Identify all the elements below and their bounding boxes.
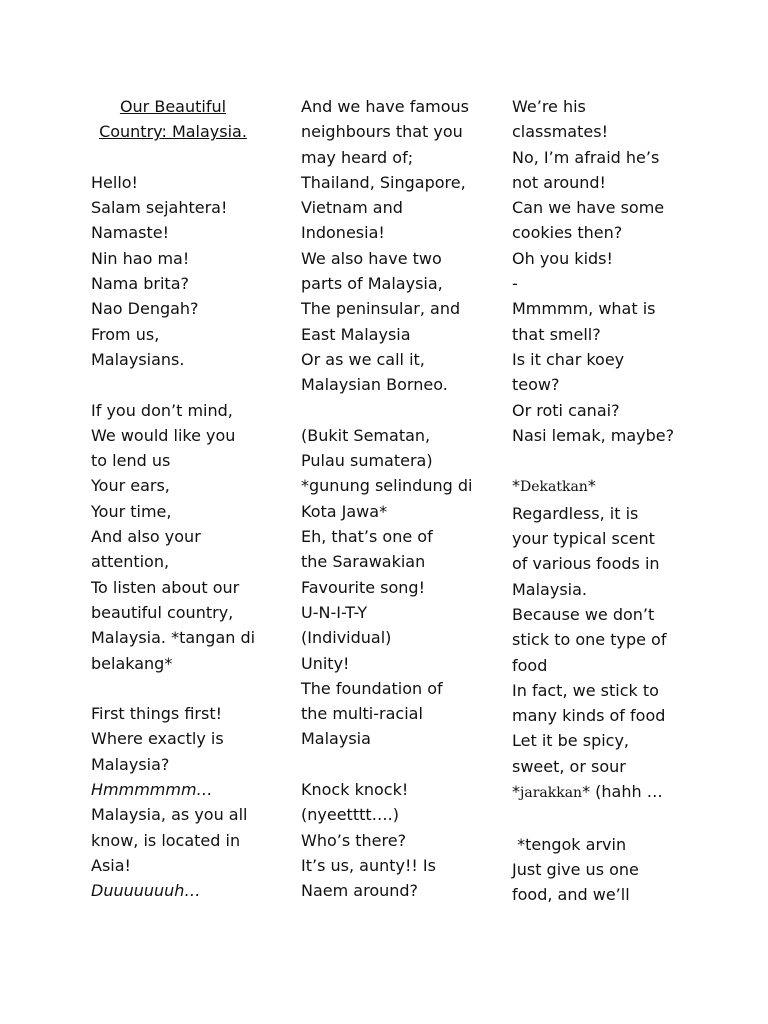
text-line: many kinds of food: [512, 706, 666, 726]
text-line: cookies then?: [512, 223, 623, 243]
text-line: Favourite song!: [301, 577, 425, 597]
text-line: *tengok arvin: [512, 834, 627, 854]
text-line: teow?: [512, 375, 560, 395]
text-line: Your ears,: [91, 476, 170, 496]
text-line: Malaysia: [301, 729, 371, 749]
text-line: Can we have some: [512, 198, 665, 218]
title-line-1: Our Beautiful: [119, 97, 227, 116]
text-line: Nama brita?: [91, 274, 189, 294]
text-line: Indonesia!: [301, 223, 385, 243]
stage-direction-word: jarakkan: [520, 785, 583, 802]
column-1: [91, 94, 271, 904]
text-line: In fact, we stick to: [512, 680, 659, 700]
text-line: (Bukit Sematan,: [301, 425, 431, 445]
text-line: Malaysia?: [91, 754, 170, 774]
text-line: U-N-I-T-Y: [301, 602, 368, 622]
text-line: Salam sejahtera!: [91, 198, 228, 218]
text-line: beautiful country,: [91, 602, 234, 622]
text-line: Malaysia, as you all: [91, 805, 248, 825]
text-line: First things first!: [91, 704, 223, 724]
text-line: Malaysia.: [512, 579, 587, 599]
blank-line: [301, 398, 481, 423]
text-line: Vietnam and: [301, 198, 403, 218]
text-line: Mmmmm, what is: [512, 299, 656, 319]
text-line: may heard of;: [301, 147, 414, 167]
text-line: Knock knock!: [301, 780, 409, 800]
text-line: Oh you kids!: [512, 248, 613, 268]
blank-line: [301, 752, 481, 777]
text-line: Malaysians.: [91, 349, 185, 369]
asterisk: *: [512, 476, 520, 496]
text-line: And we have famous: [301, 97, 469, 116]
text-line: Thailand, Singapore,: [301, 172, 466, 192]
text-line: know, is located in: [91, 830, 241, 850]
text-line: food: [512, 655, 548, 675]
text-line: Because we don’t: [512, 604, 655, 624]
text-line: Your time,: [91, 501, 172, 521]
text-line: the Sarawakian: [301, 552, 426, 572]
text-line: that smell?: [512, 324, 601, 344]
text-line: (Individual): [301, 628, 392, 648]
text-line: Or as we call it,: [301, 349, 425, 369]
column-2: [301, 94, 481, 904]
text-line: food, and we’ll: [512, 885, 630, 905]
blank-line: [91, 676, 271, 701]
text-line: Hello!: [91, 172, 138, 192]
blank-line: [512, 448, 692, 473]
text-line: Nasi lemak, maybe?: [512, 425, 675, 445]
text-line: Kota Jawa*: [301, 501, 388, 521]
text-line: We would like you: [91, 425, 236, 445]
column-3: [512, 94, 692, 908]
italic-line: Hmmmmmm…: [91, 780, 213, 800]
text-line: Malaysian Borneo.: [301, 375, 448, 395]
text-line: Unity!: [301, 653, 350, 673]
text-line: Who’s there?: [301, 830, 407, 850]
text-line: Nao Dengah?: [91, 299, 199, 319]
text-line: Is it char koey: [512, 349, 625, 369]
text-line: classmates!: [512, 122, 608, 142]
text-line: Let it be spicy,: [512, 731, 630, 751]
asterisk: *: [587, 476, 596, 496]
stage-direction-rest: * (hahh …: [582, 782, 663, 802]
text-line: The foundation of: [301, 678, 443, 698]
text-line: No, I’m afraid he’s: [512, 147, 660, 167]
blank-line: [512, 806, 692, 831]
text-line: attention,: [91, 552, 170, 572]
text-line: To listen about our: [91, 577, 240, 597]
text-line: Just give us one: [512, 859, 639, 879]
text-line: -: [512, 274, 518, 294]
stage-direction-jarakkan: [512, 779, 692, 806]
text-line: We also have two: [301, 248, 442, 268]
text-line: From us,: [91, 324, 160, 344]
text-line: Naem around?: [301, 881, 419, 901]
text-line: Asia!: [91, 855, 131, 875]
text-line: not around!: [512, 172, 606, 192]
text-line: It’s us, aunty!! Is: [301, 855, 436, 875]
text-line: your typical scent: [512, 529, 655, 549]
text-line: Pulau sumatera): [301, 451, 433, 471]
stage-direction-word: Dekatkan: [520, 479, 588, 496]
text-line: Nin hao ma!: [91, 248, 190, 268]
text-line: We’re his: [512, 97, 586, 116]
stage-direction-dekatkan: [512, 473, 692, 500]
text-line: East Malaysia: [301, 324, 411, 344]
text-line: Eh, that’s one of: [301, 527, 433, 547]
text-line: And also your: [91, 527, 201, 547]
text-line: The peninsular, and: [301, 299, 461, 319]
text-line: parts of Malaysia,: [301, 274, 443, 294]
text-line: belakang*: [91, 653, 173, 673]
italic-line: Duuuuuuuh…: [91, 881, 201, 901]
text-line: Regardless, it is: [512, 503, 639, 523]
text-line: neighbours that you: [301, 122, 463, 142]
text-line: the multi-racial: [301, 704, 423, 724]
text-line: Or roti canai?: [512, 400, 620, 420]
title-line-2: Country: Malaysia.: [99, 122, 247, 142]
text-line: (nyeetttt….): [301, 805, 399, 825]
text-line: Where exactly is: [91, 729, 224, 749]
text-line: Namaste!: [91, 223, 170, 243]
text-line: *gunung selindung di: [301, 476, 473, 496]
text-line: of various foods in: [512, 554, 660, 574]
text-line: sweet, or sour: [512, 756, 626, 776]
text-line: Malaysia. *tangan di: [91, 628, 256, 648]
blank-line: [91, 145, 271, 170]
asterisk: *: [512, 782, 520, 802]
text-line: stick to one type of: [512, 630, 667, 650]
text-line: to lend us: [91, 451, 171, 471]
blank-line: [91, 372, 271, 397]
text-line: If you don’t mind,: [91, 400, 233, 420]
